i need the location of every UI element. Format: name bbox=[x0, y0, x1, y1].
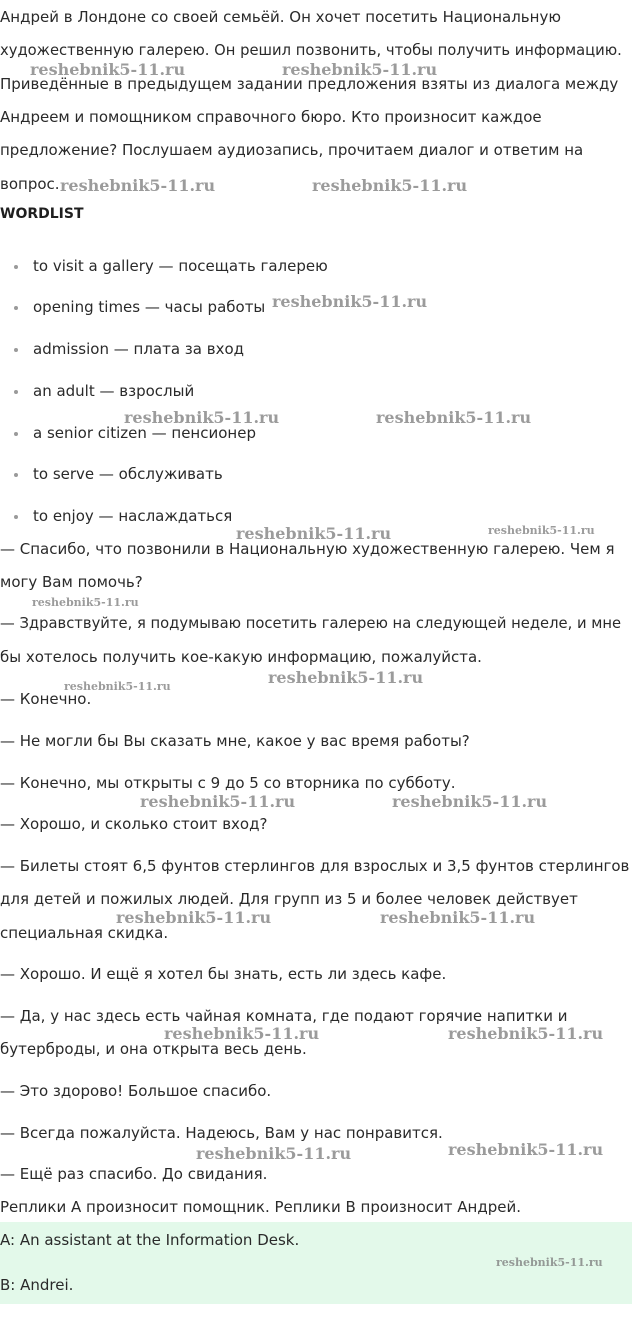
watermark: reshebnik5-11.ru bbox=[392, 792, 548, 811]
dialogue-line: — Всегда пожалуйста. Надеюсь, Вам у нас понравится. bbox=[0, 1124, 443, 1142]
dialogue-line: — Да, у нас здесь есть чайная комната, где подают горячие напитки и bbox=[0, 1007, 568, 1025]
wordlist-item-text: an adult — взрослый bbox=[33, 382, 195, 400]
watermark: reshebnik5-11.ru bbox=[282, 60, 438, 79]
bullet-icon bbox=[14, 432, 18, 436]
dialogue-line: — Конечно, мы открыты с 9 до 5 со вторника по субботу. bbox=[0, 774, 456, 792]
watermark: reshebnik5-11.ru bbox=[376, 408, 532, 427]
watermark: reshebnik5-11.ru bbox=[268, 668, 424, 687]
dialogue-line: — Хорошо, и сколько стоит вход? bbox=[0, 815, 268, 833]
watermark: reshebnik5-11.ru bbox=[380, 908, 536, 927]
dialogue-line: могу Вам помочь? bbox=[0, 573, 143, 591]
watermark: reshebnik5-11.ru bbox=[448, 1024, 604, 1043]
dialogue-line: бутерброды, и она открыта весь день. bbox=[0, 1040, 307, 1058]
watermark: reshebnik5-11.ru bbox=[60, 176, 216, 195]
watermark: reshebnik5-11.ru bbox=[64, 680, 171, 693]
bullet-icon bbox=[14, 306, 18, 310]
dialogue-line: — Здравствуйте, я подумываю посетить галерею на следующей неделе, и мне bbox=[0, 615, 622, 632]
watermark: reshebnik5-11.ru bbox=[140, 792, 296, 811]
dialogue-line: — Ещё раз спасибо. До свидания. bbox=[0, 1165, 268, 1183]
bullet-icon bbox=[14, 390, 18, 394]
wordlist-heading: WORDLIST bbox=[0, 206, 84, 222]
watermark: reshebnik5-11.ru bbox=[312, 176, 468, 195]
wordlist-item-text: to serve — обслуживать bbox=[33, 465, 223, 483]
dialogue-line: — Это здорово! Большое спасибо. bbox=[0, 1082, 272, 1100]
summary-text: Реплики А произносит помощник. Реплики B произносит Андрей. bbox=[0, 1198, 521, 1216]
intro-line: Андрей в Лондоне со своей семьёй. Он хочет посетить Национальную bbox=[0, 8, 561, 26]
intro-line: художественную галерею. Он решил позвонить, чтобы получить информацию. bbox=[0, 42, 622, 59]
wordlist-item-text: admission — плата за вход bbox=[33, 340, 244, 358]
watermark: reshebnik5-11.ru bbox=[488, 524, 595, 537]
watermark: reshebnik5-11.ru bbox=[272, 292, 428, 311]
watermark: reshebnik5-11.ru bbox=[196, 1144, 352, 1163]
watermark: reshebnik5-11.ru bbox=[496, 1256, 603, 1269]
watermark: reshebnik5-11.ru bbox=[448, 1140, 604, 1159]
bullet-icon bbox=[14, 265, 18, 269]
dialogue-line: бы хотелось получить кое-какую информацию, пожалуйста. bbox=[0, 648, 482, 666]
watermark: reshebnik5-11.ru bbox=[32, 596, 139, 609]
wordlist-item-text: to visit a gallery — посещать галерею bbox=[33, 257, 328, 275]
intro-line: предложение? Послушаем аудиозапись, прочитаем диалог и ответим на bbox=[0, 141, 584, 159]
intro-line: вопрос. bbox=[0, 175, 60, 193]
dialogue-line: — Конечно. bbox=[0, 690, 92, 708]
bullet-icon bbox=[14, 515, 18, 519]
wordlist-item-text: opening times — часы работы bbox=[33, 298, 266, 316]
intro-line: Андреем и помощником справочного бюро. Кто произносит каждое bbox=[0, 108, 542, 126]
answer-b: B: Andrei. bbox=[0, 1276, 74, 1294]
dialogue-line: — Не могли бы Вы сказать мне, какое у вас время работы? bbox=[0, 732, 470, 750]
watermark: reshebnik5-11.ru bbox=[30, 60, 186, 79]
dialogue-line: — Хорошо. И ещё я хотел бы знать, есть ли здесь кафе. bbox=[0, 965, 447, 983]
bullet-icon bbox=[14, 473, 18, 477]
dialogue-line: для детей и пожилых людей. Для групп из 5 и более человек действует bbox=[0, 890, 578, 908]
dialogue-line: — Билеты стоят 6,5 фунтов стерлингов для взрослых и 3,5 фунтов стерлингов bbox=[0, 857, 630, 875]
watermark: reshebnik5-11.ru bbox=[116, 908, 272, 927]
bullet-icon bbox=[14, 348, 18, 352]
wordlist-item-text: to enjoy — наслаждаться bbox=[33, 507, 233, 525]
watermark: reshebnik5-11.ru bbox=[164, 1024, 320, 1043]
dialogue-line: — Спасибо, что позвонили в Национальную художественную галерею. Чем я bbox=[0, 540, 615, 558]
dialogue-line: специальная скидка. bbox=[0, 924, 169, 942]
wordlist-item-text: a senior citizen — пенсионер bbox=[33, 424, 256, 442]
intro-line: Приведённые в предыдущем задании предложения взяты из диалога между bbox=[0, 75, 619, 93]
watermark: reshebnik5-11.ru bbox=[236, 524, 392, 543]
watermark: reshebnik5-11.ru bbox=[124, 408, 280, 427]
answer-a: A: An assistant at the Information Desk. bbox=[0, 1231, 300, 1249]
